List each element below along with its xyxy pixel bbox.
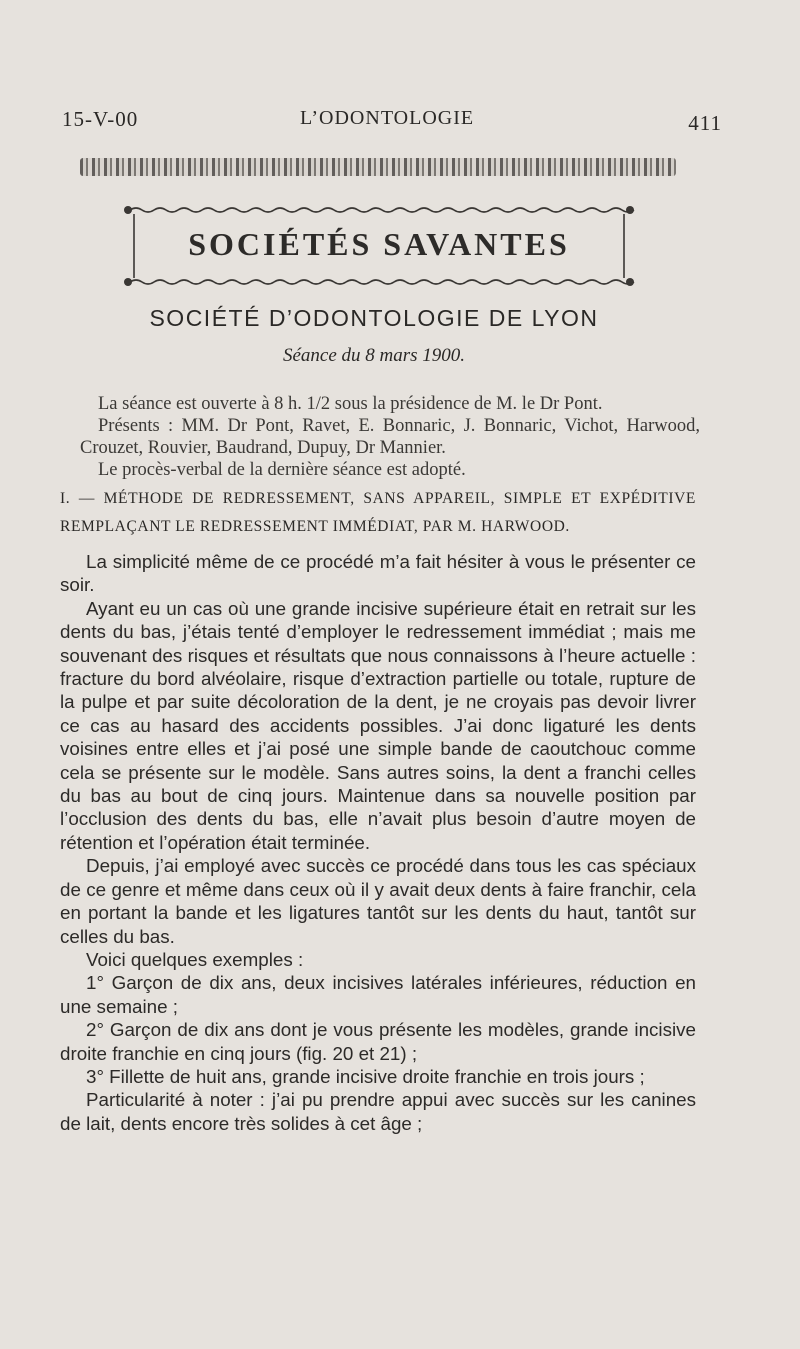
item-heading: I. — MÉTHODE DE REDRESSEMENT, SANS APPAREIL, SIMPLE ET EXPÉDITIVE REMPLAÇANT LE REDRESSEMENT IMMÉDIAT, PAR M. HARWOOD. — [60, 490, 696, 535]
article-body — [60, 550, 696, 1135]
present-members: Présents : MM. Dr Pont, Ravet, E. Bonnaric, J. Bonnaric, Vichot, Harwood, Crouzet, Rouvier, Baudrand, Dupuy, Dr Mannier. — [80, 416, 700, 458]
decorative-ornament-band — [80, 158, 676, 176]
section-title: SOCIÉTÉS SAVANTES — [188, 226, 570, 262]
issue-date: 15-V-00 — [62, 107, 139, 131]
paragraph: 1° Garçon de dix ans, deux incisives latérales inférieures, réduction en une semaine ; — [60, 972, 696, 1017]
opening-notes — [80, 393, 700, 481]
section-title-frame — [118, 202, 640, 290]
paragraph: Ayant eu un cas où une grande incisive supérieure était en retrait sur les dents du bas, j’étais tenté d’employer le redressement immédiat ; mais me souvenant des risques et résultats que nous connaissons à l’heure actuelle : fracture du bord alvéolaire, risque d’extraction partielle ou totale, rupture de la pulpe et par suite décoloration de la dent, je ne croyais pas devoir livrer ce cas au hasard des accidents possibles. J’ai donc ligaturé les dents voisines entre elles et j’ai posé une simple bande de caoutchouc comme cela se présente sur le modèle. Sans autres soins, la dent a franchi celles du bas au bout de cinq jours. Maintenue dans sa nouvelle position par l’occlusion des dents du bas, elle n’avait plus besoin d’autre moyen de rétention et l’opération était terminée. — [60, 597, 696, 853]
paragraph: La simplicité même de ce procédé m’a fait hésiter à vous le présenter ce soir. — [60, 551, 696, 596]
page-number: 411 — [688, 111, 722, 135]
paragraph: 3° Fillette de huit ans, grande incisive droite franchie en trois jours ; — [86, 1065, 645, 1087]
journal-title: L’ODONTOLOGIE — [300, 107, 475, 129]
running-header — [62, 103, 722, 143]
session-date: Séance du 8 mars 1900. — [282, 345, 466, 366]
paragraph: 2° Garçon de dix ans dont je vous présente les modèles, grande incisive droite franchie en cinq jours (fig. 20 et 21) ; — [60, 1019, 696, 1064]
paragraph: Voici quelques exemples : — [86, 948, 304, 970]
opening-line: La séance est ouverte à 8 h. 1/2 sous la présidence de M. le Dr Pont. — [98, 394, 603, 414]
society-name: SOCIÉTÉ D’ODONTOLOGIE DE LYON — [149, 305, 599, 331]
minutes-adopted: Le procès-verbal de la dernière séance est adopté. — [98, 460, 466, 480]
paragraph: Particularité à noter : j’ai pu prendre appui avec succès sur les canines de lait, dents encore très solides à cet âge ; — [60, 1089, 696, 1134]
paragraph: Depuis, j’ai employé avec succès ce procédé dans tous les cas spéciaux de ce genre et même dans ceux où il y avait deux dents à faire franchir, cela en portant la bande et les ligatures tantôt sur les dents du haut, tantôt sur celles du bas. — [60, 855, 696, 947]
